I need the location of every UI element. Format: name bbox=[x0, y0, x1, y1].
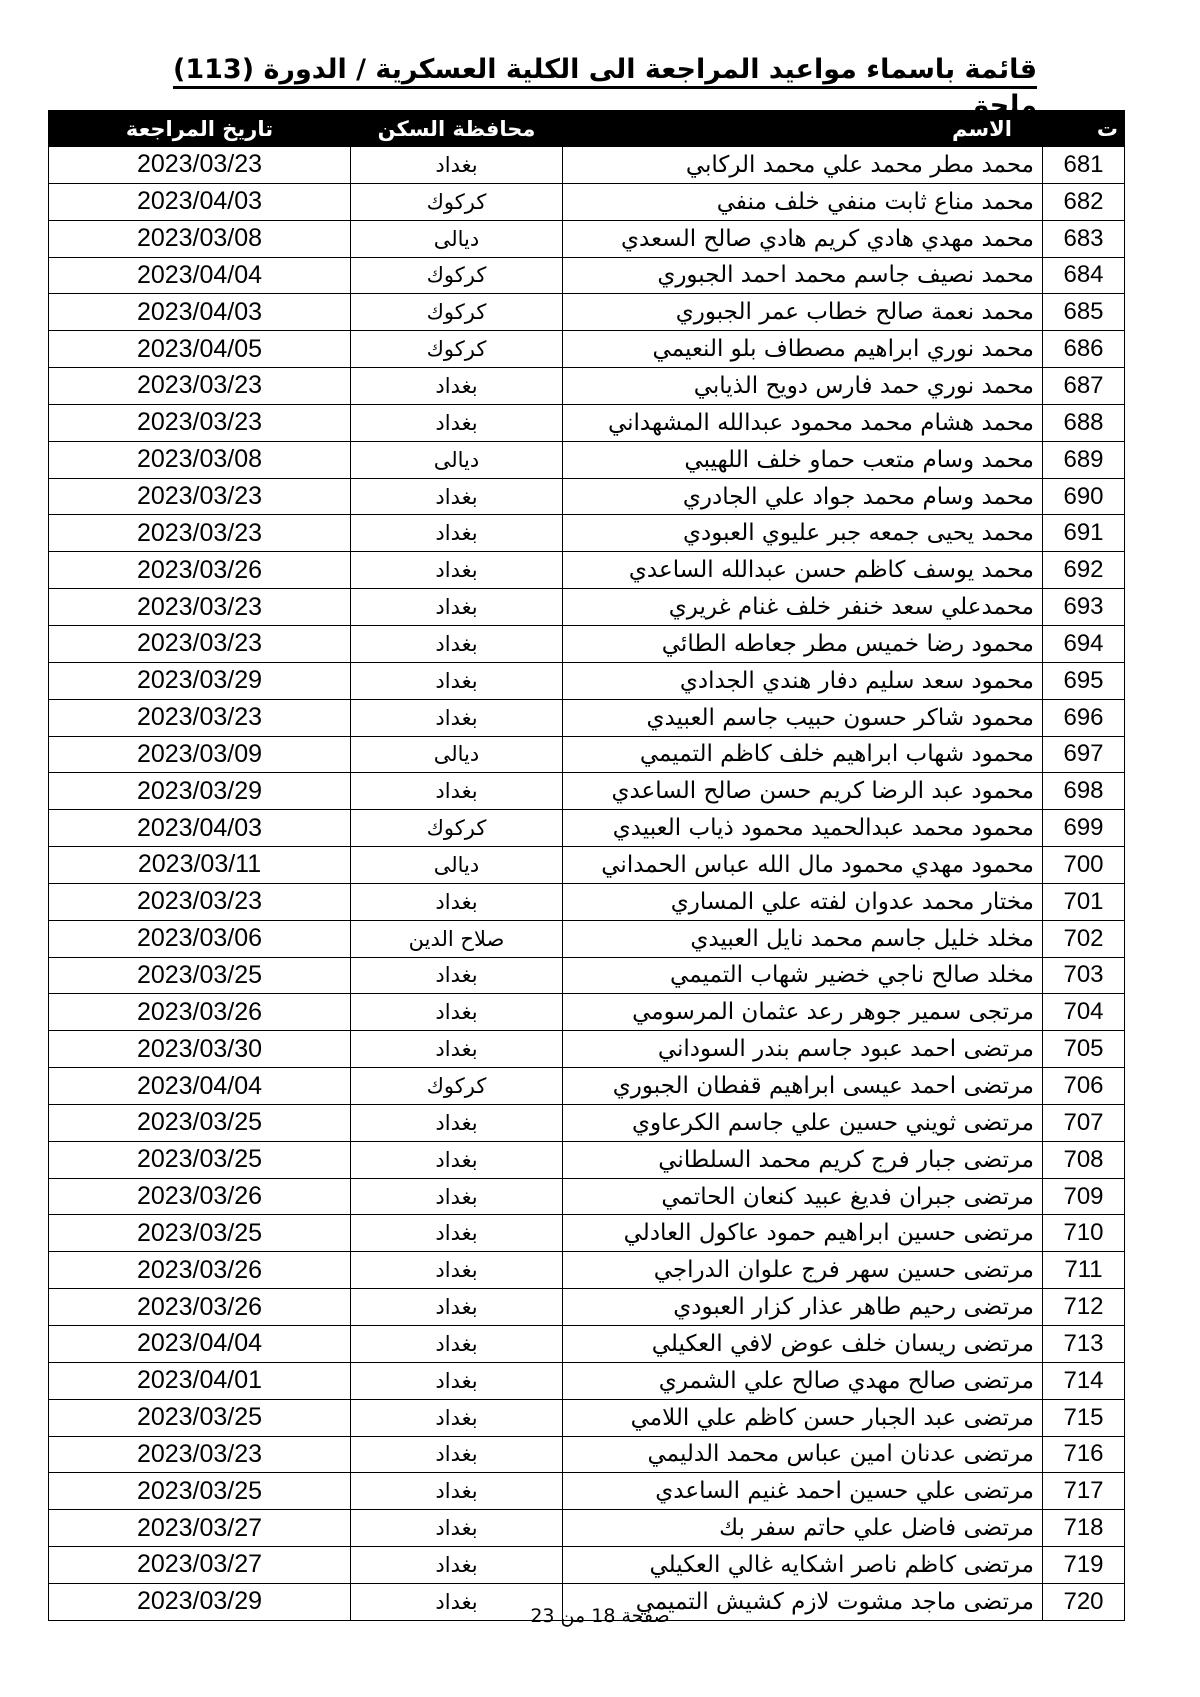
table-row bbox=[49, 883, 1125, 920]
table-row bbox=[49, 1289, 1125, 1326]
row-governorate: بغداد bbox=[351, 147, 563, 184]
row-number: 701 bbox=[1043, 883, 1125, 920]
row-number: 714 bbox=[1043, 1362, 1125, 1399]
table-row bbox=[49, 515, 1125, 552]
row-number: 707 bbox=[1043, 1104, 1125, 1141]
row-number: 687 bbox=[1043, 368, 1125, 405]
table-row bbox=[49, 847, 1125, 884]
row-date: 2023/03/29 bbox=[49, 1583, 351, 1620]
row-date: 2023/04/03 bbox=[49, 810, 351, 847]
row-number: 702 bbox=[1043, 920, 1125, 957]
row-number: 692 bbox=[1043, 552, 1125, 589]
row-number: 720 bbox=[1043, 1583, 1125, 1620]
table-row bbox=[49, 1031, 1125, 1068]
row-governorate: صلاح الدين bbox=[351, 920, 563, 957]
header-date: تاريخ المراجعة bbox=[49, 111, 351, 147]
row-governorate: بغداد bbox=[351, 662, 563, 699]
row-number: 682 bbox=[1043, 183, 1125, 220]
row-number: 699 bbox=[1043, 810, 1125, 847]
row-date: 2023/03/23 bbox=[49, 589, 351, 626]
row-governorate: بغداد bbox=[351, 1510, 563, 1547]
row-date: 2023/03/08 bbox=[49, 441, 351, 478]
row-number: 689 bbox=[1043, 441, 1125, 478]
table-row bbox=[49, 957, 1125, 994]
row-date: 2023/03/23 bbox=[49, 883, 351, 920]
row-number: 683 bbox=[1043, 220, 1125, 257]
row-name: محمد يوسف كاظم حسن عبدالله الساعدي bbox=[563, 552, 1043, 589]
row-date: 2023/03/27 bbox=[49, 1547, 351, 1584]
row-number: 716 bbox=[1043, 1436, 1125, 1473]
row-name: محمود شاكر حسون حبيب جاسم العبيدي bbox=[563, 699, 1043, 736]
row-governorate: كركوك bbox=[351, 183, 563, 220]
row-name: مرتضى ماجد مشوت لازم كشيش التميمي bbox=[563, 1583, 1043, 1620]
row-name: محمد مهدي هادي كريم هادي صالح السعدي bbox=[563, 220, 1043, 257]
row-date: 2023/03/26 bbox=[49, 994, 351, 1031]
row-name: مختار محمد عدوان لفته علي المساري bbox=[563, 883, 1043, 920]
row-date: 2023/03/25 bbox=[49, 1473, 351, 1510]
row-name: مرتضى حسين سهر فرج علوان الدراجي bbox=[563, 1252, 1043, 1289]
table-body bbox=[49, 147, 1125, 1621]
row-date: 2023/04/03 bbox=[49, 183, 351, 220]
row-date: 2023/03/30 bbox=[49, 1031, 351, 1068]
row-governorate: بغداد bbox=[351, 699, 563, 736]
row-governorate: بغداد bbox=[351, 773, 563, 810]
row-date: 2023/04/03 bbox=[49, 294, 351, 331]
row-number: 697 bbox=[1043, 736, 1125, 773]
row-governorate: بغداد bbox=[351, 1473, 563, 1510]
row-date: 2023/03/11 bbox=[49, 847, 351, 884]
table-header-row bbox=[49, 111, 1125, 147]
table-row bbox=[49, 552, 1125, 589]
table-row bbox=[49, 589, 1125, 626]
row-governorate: بغداد bbox=[351, 552, 563, 589]
row-governorate: بغداد bbox=[351, 1547, 563, 1584]
table-row bbox=[49, 662, 1125, 699]
row-number: 694 bbox=[1043, 625, 1125, 662]
table-row bbox=[49, 368, 1125, 405]
table-row bbox=[49, 1399, 1125, 1436]
row-governorate: بغداد bbox=[351, 478, 563, 515]
row-number: 713 bbox=[1043, 1326, 1125, 1363]
row-name: محمود محمد عبدالحميد محمود ذياب العبيدي bbox=[563, 810, 1043, 847]
table-row bbox=[49, 1141, 1125, 1178]
row-name: محمد وسام متعب حماو خلف اللهيبي bbox=[563, 441, 1043, 478]
row-date: 2023/03/23 bbox=[49, 404, 351, 441]
row-date: 2023/04/04 bbox=[49, 257, 351, 294]
row-name: محمود عبد الرضا كريم حسن صالح الساعدي bbox=[563, 773, 1043, 810]
row-name: محمد نوري ابراهيم مصطاف بلو النعيمي bbox=[563, 331, 1043, 368]
row-governorate: ديالى bbox=[351, 847, 563, 884]
row-name: محمود سعد سليم دفار هندي الجدادي bbox=[563, 662, 1043, 699]
row-date: 2023/03/23 bbox=[49, 515, 351, 552]
row-number: 718 bbox=[1043, 1510, 1125, 1547]
row-governorate: بغداد bbox=[351, 625, 563, 662]
row-date: 2023/03/23 bbox=[49, 368, 351, 405]
row-governorate: بغداد bbox=[351, 1178, 563, 1215]
table-row bbox=[49, 331, 1125, 368]
row-governorate: بغداد bbox=[351, 1141, 563, 1178]
row-date: 2023/03/25 bbox=[49, 1215, 351, 1252]
row-name: مرتضى رحيم طاهر عذار كزار العبودي bbox=[563, 1289, 1043, 1326]
header-name: الاسم bbox=[563, 111, 1043, 147]
row-date: 2023/03/09 bbox=[49, 736, 351, 773]
row-number: 712 bbox=[1043, 1289, 1125, 1326]
table-row bbox=[49, 1362, 1125, 1399]
table-row bbox=[49, 294, 1125, 331]
row-governorate: بغداد bbox=[351, 1399, 563, 1436]
row-name: مرتضى عدنان امين عباس محمد الدليمي bbox=[563, 1436, 1043, 1473]
row-governorate: بغداد bbox=[351, 1215, 563, 1252]
table-row bbox=[49, 1252, 1125, 1289]
row-date: 2023/03/25 bbox=[49, 1104, 351, 1141]
row-name: مرتضى احمد عيسى ابراهيم قفطان الجبوري bbox=[563, 1068, 1043, 1105]
table-row bbox=[49, 1473, 1125, 1510]
row-name: محمد وسام محمد جواد علي الجادري bbox=[563, 478, 1043, 515]
row-name: محمد يحيى جمعه جبر عليوي العبودي bbox=[563, 515, 1043, 552]
document-title-text: قائمة باسماء مواعيد المراجعة الى الكلية العسكرية / الدورة (113) ملحق bbox=[173, 54, 1037, 125]
row-number: 703 bbox=[1043, 957, 1125, 994]
row-number: 698 bbox=[1043, 773, 1125, 810]
row-date: 2023/03/27 bbox=[49, 1510, 351, 1547]
table-row bbox=[49, 773, 1125, 810]
row-name: محمد مناع ثابت منفي خلف منفي bbox=[563, 183, 1043, 220]
row-governorate: ديالى bbox=[351, 736, 563, 773]
row-number: 705 bbox=[1043, 1031, 1125, 1068]
row-date: 2023/03/25 bbox=[49, 957, 351, 994]
row-number: 717 bbox=[1043, 1473, 1125, 1510]
row-governorate: كركوك bbox=[351, 257, 563, 294]
row-number: 700 bbox=[1043, 847, 1125, 884]
table-row bbox=[49, 810, 1125, 847]
row-number: 693 bbox=[1043, 589, 1125, 626]
row-name: مخلد خليل جاسم محمد نايل العبيدي bbox=[563, 920, 1043, 957]
table-row bbox=[49, 1436, 1125, 1473]
row-governorate: بغداد bbox=[351, 404, 563, 441]
row-name: مرتضى علي حسين احمد غنيم الساعدي bbox=[563, 1473, 1043, 1510]
row-name: مرتضى جبران فديغ عبيد كنعان الحاتمي bbox=[563, 1178, 1043, 1215]
row-date: 2023/03/29 bbox=[49, 773, 351, 810]
row-number: 688 bbox=[1043, 404, 1125, 441]
table-row bbox=[49, 220, 1125, 257]
row-name: مرتضى احمد عبود جاسم بندر السوداني bbox=[563, 1031, 1043, 1068]
row-governorate: كركوك bbox=[351, 810, 563, 847]
row-governorate: ديالى bbox=[351, 441, 563, 478]
row-date: 2023/03/08 bbox=[49, 220, 351, 257]
table-row bbox=[49, 147, 1125, 184]
row-date: 2023/03/26 bbox=[49, 1252, 351, 1289]
row-governorate: بغداد bbox=[351, 589, 563, 626]
row-governorate: بغداد bbox=[351, 1362, 563, 1399]
row-governorate: بغداد bbox=[351, 994, 563, 1031]
row-name: مرتضى فاضل علي حاتم سفر بك bbox=[563, 1510, 1043, 1547]
row-name: مرتضى جبار فرج كريم محمد السلطاني bbox=[563, 1141, 1043, 1178]
table-row bbox=[49, 183, 1125, 220]
row-number: 715 bbox=[1043, 1399, 1125, 1436]
row-number: 686 bbox=[1043, 331, 1125, 368]
row-number: 684 bbox=[1043, 257, 1125, 294]
row-name: محمود رضا خميس مطر جعاطه الطائي bbox=[563, 625, 1043, 662]
row-date: 2023/03/25 bbox=[49, 1399, 351, 1436]
row-governorate: بغداد bbox=[351, 368, 563, 405]
row-name: محمد مطر محمد علي محمد الركابي bbox=[563, 147, 1043, 184]
table-row bbox=[49, 478, 1125, 515]
table-row bbox=[49, 441, 1125, 478]
row-governorate: بغداد bbox=[351, 1252, 563, 1289]
row-date: 2023/03/23 bbox=[49, 625, 351, 662]
table-row bbox=[49, 699, 1125, 736]
row-name: مرتضى ثويني حسين علي جاسم الكرعاوي bbox=[563, 1104, 1043, 1141]
row-name: محمود مهدي محمود مال الله عباس الحمداني bbox=[563, 847, 1043, 884]
row-date: 2023/03/29 bbox=[49, 662, 351, 699]
row-number: 681 bbox=[1043, 147, 1125, 184]
row-number: 709 bbox=[1043, 1178, 1125, 1215]
row-governorate: بغداد bbox=[351, 1436, 563, 1473]
row-date: 2023/03/25 bbox=[49, 1141, 351, 1178]
table-row bbox=[49, 404, 1125, 441]
row-date: 2023/03/23 bbox=[49, 147, 351, 184]
row-governorate: بغداد bbox=[351, 1583, 563, 1620]
table-row bbox=[49, 625, 1125, 662]
row-governorate: بغداد bbox=[351, 883, 563, 920]
row-name: مرتضى كاظم ناصر اشكايه غالي العكيلي bbox=[563, 1547, 1043, 1584]
row-name: محمد نوري حمد فارس دويح الذيابي bbox=[563, 368, 1043, 405]
table-row bbox=[49, 736, 1125, 773]
row-date: 2023/03/23 bbox=[49, 478, 351, 515]
row-date: 2023/03/26 bbox=[49, 552, 351, 589]
row-date: 2023/03/26 bbox=[49, 1178, 351, 1215]
row-governorate: بغداد bbox=[351, 1104, 563, 1141]
row-governorate: بغداد bbox=[351, 515, 563, 552]
row-governorate: كركوك bbox=[351, 294, 563, 331]
row-governorate: بغداد bbox=[351, 957, 563, 994]
row-governorate: بغداد bbox=[351, 1326, 563, 1363]
row-number: 711 bbox=[1043, 1252, 1125, 1289]
row-number: 710 bbox=[1043, 1215, 1125, 1252]
row-governorate: كركوك bbox=[351, 1068, 563, 1105]
row-name: محمد نصيف جاسم محمد احمد الجبوري bbox=[563, 257, 1043, 294]
row-number: 706 bbox=[1043, 1068, 1125, 1105]
appointments-table bbox=[48, 110, 1125, 1621]
row-name: مرتضى عبد الجبار حسن كاظم علي اللامي bbox=[563, 1399, 1043, 1436]
table-row bbox=[49, 1178, 1125, 1215]
row-name: مرتضى صالح مهدي صالح علي الشمري bbox=[563, 1362, 1043, 1399]
row-number: 704 bbox=[1043, 994, 1125, 1031]
row-governorate: بغداد bbox=[351, 1289, 563, 1326]
table-row bbox=[49, 257, 1125, 294]
header-number: ت bbox=[1043, 111, 1125, 147]
row-date: 2023/03/06 bbox=[49, 920, 351, 957]
table-row bbox=[49, 920, 1125, 957]
row-name: محمود شهاب ابراهيم خلف كاظم التميمي bbox=[563, 736, 1043, 773]
row-number: 690 bbox=[1043, 478, 1125, 515]
row-name: مرتضى ريسان خلف عوض لافي العكيلي bbox=[563, 1326, 1043, 1363]
row-governorate: ديالى bbox=[351, 220, 563, 257]
row-number: 685 bbox=[1043, 294, 1125, 331]
row-name: محمدعلي سعد خنفر خلف غنام غريري bbox=[563, 589, 1043, 626]
row-name: محمد نعمة صالح خطاب عمر الجبوري bbox=[563, 294, 1043, 331]
table-row bbox=[49, 1215, 1125, 1252]
page-footer: صفحة 18 من 23 bbox=[530, 1605, 670, 1627]
header-governorate: محافظة السكن bbox=[351, 111, 563, 147]
table-row bbox=[49, 994, 1125, 1031]
row-number: 696 bbox=[1043, 699, 1125, 736]
row-date: 2023/04/04 bbox=[49, 1326, 351, 1363]
row-name: مخلد صالح ناجي خضير شهاب التميمي bbox=[563, 957, 1043, 994]
table-row bbox=[49, 1326, 1125, 1363]
row-number: 708 bbox=[1043, 1141, 1125, 1178]
row-date: 2023/03/26 bbox=[49, 1289, 351, 1326]
table-row bbox=[49, 1068, 1125, 1105]
row-name: مرتضى حسين ابراهيم حمود عاكول العادلي bbox=[563, 1215, 1043, 1252]
table-row bbox=[49, 1547, 1125, 1584]
row-date: 2023/04/05 bbox=[49, 331, 351, 368]
row-name: مرتجى سمير جوهر رعد عثمان المرسومي bbox=[563, 994, 1043, 1031]
row-date: 2023/03/23 bbox=[49, 699, 351, 736]
row-date: 2023/04/01 bbox=[49, 1362, 351, 1399]
row-number: 691 bbox=[1043, 515, 1125, 552]
row-governorate: كركوك bbox=[351, 331, 563, 368]
row-date: 2023/03/23 bbox=[49, 1436, 351, 1473]
table-row bbox=[49, 1104, 1125, 1141]
table-header bbox=[49, 111, 1125, 147]
row-number: 719 bbox=[1043, 1547, 1125, 1584]
row-number: 695 bbox=[1043, 662, 1125, 699]
row-date: 2023/04/04 bbox=[49, 1068, 351, 1105]
table-row bbox=[49, 1510, 1125, 1547]
row-name: محمد هشام محمد محمود عبدالله المشهداني bbox=[563, 404, 1043, 441]
row-governorate: بغداد bbox=[351, 1031, 563, 1068]
